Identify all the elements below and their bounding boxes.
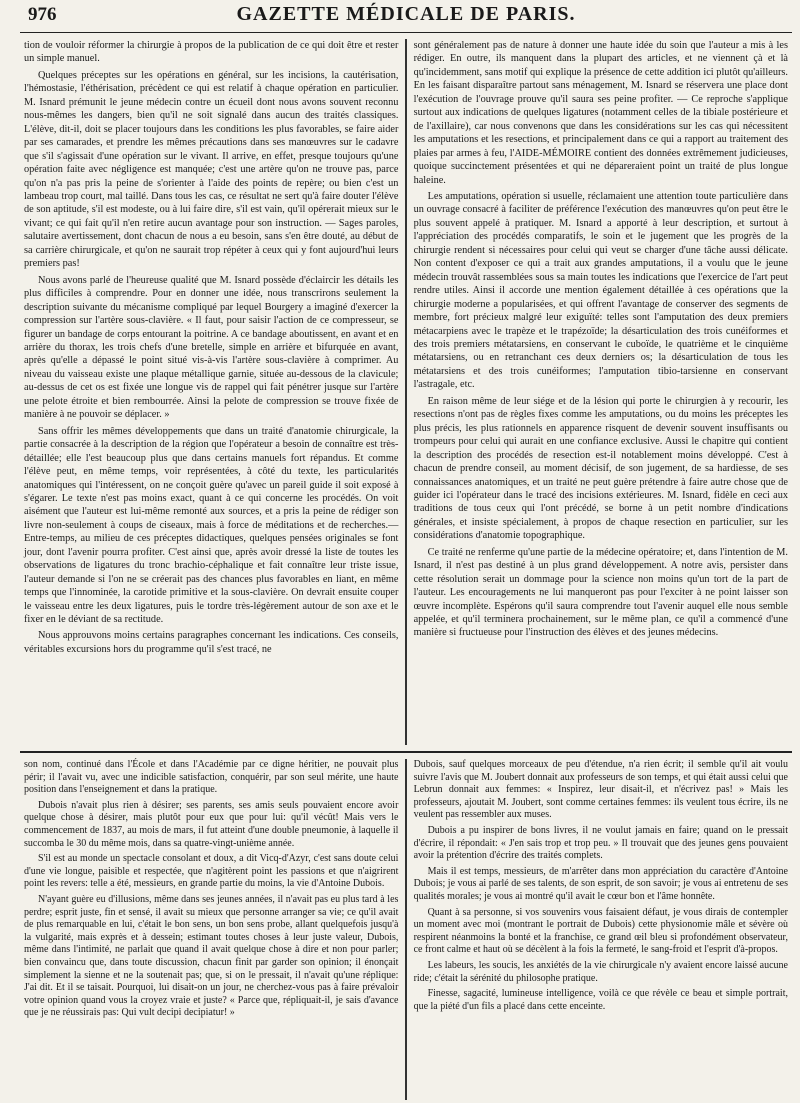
bottom-left-column (20, 757, 402, 1102)
bottom-section (20, 757, 792, 1102)
paragraph: Les amputations, opération si usuelle, réclamaient une attention toute particulière dans un ouvrage consacré à faciliter de préférence l'exécution des manœuvres qu'on peut être le plus souvent appelé à pratiquer. M. Isnard a apporté à leur description, et surtout à l'appréciation des procédés comparatifs, le soin et le jugement que les progrès de la chirurgie rendent si nécessaires pour celui qui veut se charger d'une tâche aussi délicate. Non content d'exposer ce qui a trait aux grandes amputations, il a voulu que le jeune médecin trouvât rassemblées sous sa main toutes les indications que l'exercice de l'art peut rendre utiles. Ainsi il accorde une mention également détaillée à ces opérations que la chirurgie moderne a popularisées, et qui offrent l'avantage de conserver des segments de membre, fort précieux malgré leur exiguïté: telles sont l'amputation des deux premiers métacarpiens avec le trapèze et le trapézoïde; la désarticulation des trois cunéiformes et des trois premiers métatarsiens, en conservant le cuboïde, le quatrième et le cinquième métatarsiens, ou en retranchant ces deux derniers os; la désarticulation de tous les métatarsiens et des trois cunéiformes; l'amputation tibio-tarsienne en conservant l'astragale, etc. (413, 190, 788, 391)
paragraph: Nous approuvons moins certains paragraphes concernant les indications. Ces conseils, véritables excursions hors du programme qu'il s'est tracé, ne (24, 630, 399, 655)
top-section (20, 37, 792, 747)
paragraph: Quelques préceptes sur les opérations en général, sur les incisions, la cautérisation, l'hémostasie, l'éthérisation, précèdent ce qui est relatif à chaque opération en particulier. M. Isnard prémunit le jeune médecin contre un écueil dont nous avons souvent reconnu nous-mêmes les dangers, bien qu'il ne soit signalé dans aucun des traités classiques. L'élève, dit-il, doit se placer toujours dans les conditions les plus favorables, se faire aider par ses camarades, et prendre les mêmes précautions dans ses manœuvres sur le cadavre que s'il s'agissait d'une opération sur le vivant. Il arrive, en effet, presque toujours qu'une opération faite avec négligence est manquée; c'est une artère qu'on ne trouve pas, parce qu'on n'a pas pris la peine de s'orienter à l'aide des points de repère; ou bien c'est un lambeau trop court, mal taillé. Dans tous les cas, ce résultat ne sert qu'à faire douter l'élève de son aptitude, s'il est modeste, ou à lui faire dire, s'il est vain, qu'il opérerait mieux sur le vivant; ce qui fait qu'il n'en retire aucun avantage pour son instruction. — Sages paroles, salutaire avertissement, dont chacun de nous a eu besoin, sans s'en être douté, au début de sa carrière chirurgicale, et qu'on ne saurait trop répéter à ceux qui y font aujourd'hui leurs premiers pas! (24, 69, 399, 270)
paragraph: Dubois n'avait plus rien à désirer; ses parents, ses amis seuls pouvaient encore avoir quelque chose à désirer, mais plutôt pour eux que pour lui: qu'il vécût! Mais vers le commencement de 1837, au mois de mars, il fut atteint d'une double pneumonie, à laquelle il succomba le 30 du même mois, dans sa quatre-vingt-unième année. (24, 799, 399, 849)
paragraph: En raison même de leur siége et de la lésion qui porte le chirurgien à y recourir, les resections n'ont pas de règles fixes comme les amputations, ou du moins les préceptes les plus précis, les plus rationnels en apparence risquent de devenir souvent insuffisants ou trompeurs pour celui qui aurait en une confiance exclusive. Aussi le chapitre qui contient la description des procédés de resection est-il notablement moins développé. C'est à chacun de prendre conseil, au moment décisif, de son jugement, de sa hardiesse, de ses connaissances anatomiques, et un traité ne peut guère prétendre à faire autre chose que de guider ici l'opérateur dans le tracé des incisions extérieures. M. Isnard, fidèle en ceci aux traditions de tous ceux qui l'ont précédé, se borne à un petit nombre d'indications générales, et insiste spécialement, à propos de chaque resection en particulier, sur les considérations d'anatomie topographique. (413, 395, 788, 542)
paragraph: sont généralement pas de nature à donner une haute idée du soin que l'auteur a mis à les rédiger. En outre, ils manquent dans la plupart des articles, et ne viennent çà et là qu'incidemment, sans motif qui explique la présence de cette addition ici plutôt qu'ailleurs. En les faisant disparaître partout sans ménagement, M. Isnard se réservera une place dont l'exécution de l'ouvrage prouve qu'il saura ses peine profiter. — Ce reproche s'applique surtout aux indications de quelques ligatures (notamment celles de la tibiale postérieure et de l'axillaire), car nous convenons que dans les considérations sur les cas qui nécessitent les amputations et les resections, et principalement dans ce qui a rapport au traitement des plaies par armes à feu, l'AIDE-MÉMOIRE contient des données extrêmement judicieuses, quoique succinctement présentées et qui ne dépareraient point un traité de plus longue haleine. (413, 40, 788, 186)
paragraph: Mais il est temps, messieurs, de m'arrêter dans mon appréciation du caractère d'Antoine Dubois; je vous ai parlé de ses talents, de son esprit, de son savoir; je vous ai entretenu de ses qualités morales; je vous ai montré qu'il avait le cœur bon et l'âme honnête. (413, 865, 788, 902)
paragraph: Finesse, sagacité, lumineuse intelligence, voilà ce que révèle ce beau et simple portrait, que la piété d'un fils a placé dans cette enceinte. (413, 988, 788, 1012)
page-header (20, 0, 792, 33)
paragraph: Dubois a pu inspirer de bons livres, il ne voulut jamais en faire; quand on le pressait d'écrire, il répondait: « J'en sais trop et trop peu. » Il trouvait que des jeunes gens pouvaient avoir la prétention d'écrire des traités complets. (413, 824, 788, 862)
page-number: 976 (28, 4, 57, 25)
paragraph: N'ayant guère eu d'illusions, même dans ses jeunes années, il n'avait pas eu plus tard à les perdre; esprit juste, fin et sensé, il avait su mieux que personne arranger sa vie; ce qu'il avait de plus remarquable en lui, c'était le bon sens, un bon sens probe, allant quelquefois jusqu'à la vulgarité, mais exprès et à dessein; estimant toutes choses à leur juste valeur, Dubois, même dans l'intimité, ne parlait que quand il avait quelque chose à dire et non pour parler; bien convaincu que, dans toute discussion, chacun finit par garder son opinion; il énonçait simplement la sienne et ne la soutenait pas; que, si on le pressait, il n'avait qu'une réplique: J'ai dit. Et il se taisait. Pourquoi, lui disait-on un jour, ne cherchez-vous pas à faire prévaloir votre opinion quand vous la croyez vraie et juste? « Parce que, répliquait-il, je sais d'avance que je ne réussirais pas: Qui vult decipi decipiatur! » (24, 893, 399, 1019)
column-divider (405, 759, 406, 1100)
column-divider (405, 39, 406, 745)
paragraph: son nom, continué dans l'École et dans l'Académie par ce digne héritier, ne pouvait plus périr; il l'avait vu, avec une indicible satisfaction, conquérir, par son seul mérite, une haute position dans l'enseignement et dans la pratique. (24, 759, 399, 796)
paragraph: Ce traité ne renferme qu'une partie de la médecine opératoire; et, dans l'intention de M. Isnard, il n'est pas destiné à un plus grand développement. A notre avis, persister dans cette résolution serait un dommage pour la science non moins qu'un tort de la part de l'auteur. Les encouragements ne lui manqueront pas pour l'exciter à ne point laisser son œuvre incomplète. Espérons qu'il saura comprendre tout l'avenir auquel elle nous semble appelée, et qu'il terminera prochainement, sur le même plan, ce qu'il a commencé d'une manière si fructueuse pour l'instruction des élèves et des jeunes médecins. (413, 546, 788, 639)
paragraph: tion de vouloir réformer la chirurgie à propos de la publication de ce qui doit être et rester un simple manuel. (24, 40, 399, 65)
paragraph: Quant à sa personne, si vos souvenirs vous faisaient défaut, je vous dirais de contempler un moment avec moi (montrant le portrait de Dubois) cette physionomie mâle et sévère où respirent néanmoins la bonté et la franchise, ce grand œil bleu si profondément observateur, ce front calme et haut où se décèlent à la fois la fermeté, le sang-froid et l'esprit d'à-propos. (413, 906, 788, 956)
paragraph: Nous avons parlé de l'heureuse qualité que M. Isnard possède d'éclaircir les détails les plus difficiles à comprendre. Pour en donner une idée, nous transcrirons seulement la description suivante du mécanisme compliqué par lequel Bourgery a imaginé d'exercer la compression sur l'artère sous-clavière. « Il faut, pour saisir l'action de ce compresseur, se figurer un bandage de corps entourant la poitrine. A ce bandage aboutissent, en avant et en arrière du thorax, les trois chefs d'une bretelle, simple en arrière et bifurquée en avant, après qu'elle a dépassé le point situé vis-à-vis l'artère sous-clavière à comprimer. Au niveau du vaisseau existe une plaque métallique garnie, située au-dessous de la clavicule; au-dessus de cet os est fixée une longue vis de rappel qui fait pénétrer jusque sur l'artère une pelote étroite et bien rembourrée. Ainsi la pelote de compression se trouve fixée de manière à ne pouvoir se déplacer. » (24, 274, 399, 421)
top-right-column (410, 37, 792, 747)
paragraph: Les labeurs, les soucis, les anxiétés de la vie chirurgicale n'y avaient encore laissé aucune ride; c'était la sérénité du philosophe pratique. (413, 959, 788, 984)
journal-title: GAZETTE MÉDICALE DE PARIS. (236, 3, 576, 25)
paragraph: Dubois, sauf quelques morceaux de peu d'étendue, n'a rien écrit; il semble qu'il ait voulu suivre l'avis que M. Joubert donnait aux professeurs de son temps, et qui était aussi celui que Lebrun donnait aux femmes: « Inspirez, leur disait-il, et n'écrivez pas! » Mais les professeurs, ajoutait M. Joubert, sont comme certaines femmes: ils veulent tous écrire, ils ne veulent pas ressembler aux muses. (413, 759, 788, 821)
bottom-right-column (410, 757, 792, 1102)
section-divider (20, 751, 792, 753)
paragraph: Sans offrir les mêmes développements que dans un traité d'anatomie chirurgicale, la partie consacrée à la description de la région que l'opérateur a besoin de connaître est très-détaillée; elle l'est beaucoup plus que dans certains manuels fort répandus. Et comme l'élève peut, en même temps, voir représentées, à côté du texte, les particularités anatomiques qui l'intéressent, on ne conçoit guère qu'avec un pareil guide il soit exposé à s'égarer. Le texte n'est pas moins exact, quant à ce qui concerne les procédés. On voit aisément que l'auteur est lui-même remonté aux sources, et a pris la peine de rédiger son livre non-seulement à coups de ciseaux, mais à force de méditations et de recherches.—Entre-temps, au milieu de ces préceptes didactiques, quelques pensées originales se font jour, dont l'avenir pourra profiter. C'est ainsi que, après avoir dressé la liste de toutes les observations de ligatures du tronc brachio-céphalique et fait connaître leur triste issue, l'auteur demande si l'on ne se créerait pas des chances plus favorables en liant, en même temps que l'innominée, la carotide primitive et la sous-clavière. On devrait ensuite couper le vaisseau entre les deux ligatures, puis le tordre très-légèrement autour de son axe et le fixer en le déviant de sa rectitude. (24, 425, 399, 626)
paragraph: S'il est au monde un spectacle consolant et doux, a dit Vicq-d'Azyr, c'est sans doute celui d'une vie longue, paisible et respectée, que n'agitèrent point les passions et que n'aigrirent point les revers: telle a été, messieurs, en grande partie du moins, la vie d'Antoine Dubois. (24, 853, 399, 890)
top-left-column (20, 37, 402, 747)
